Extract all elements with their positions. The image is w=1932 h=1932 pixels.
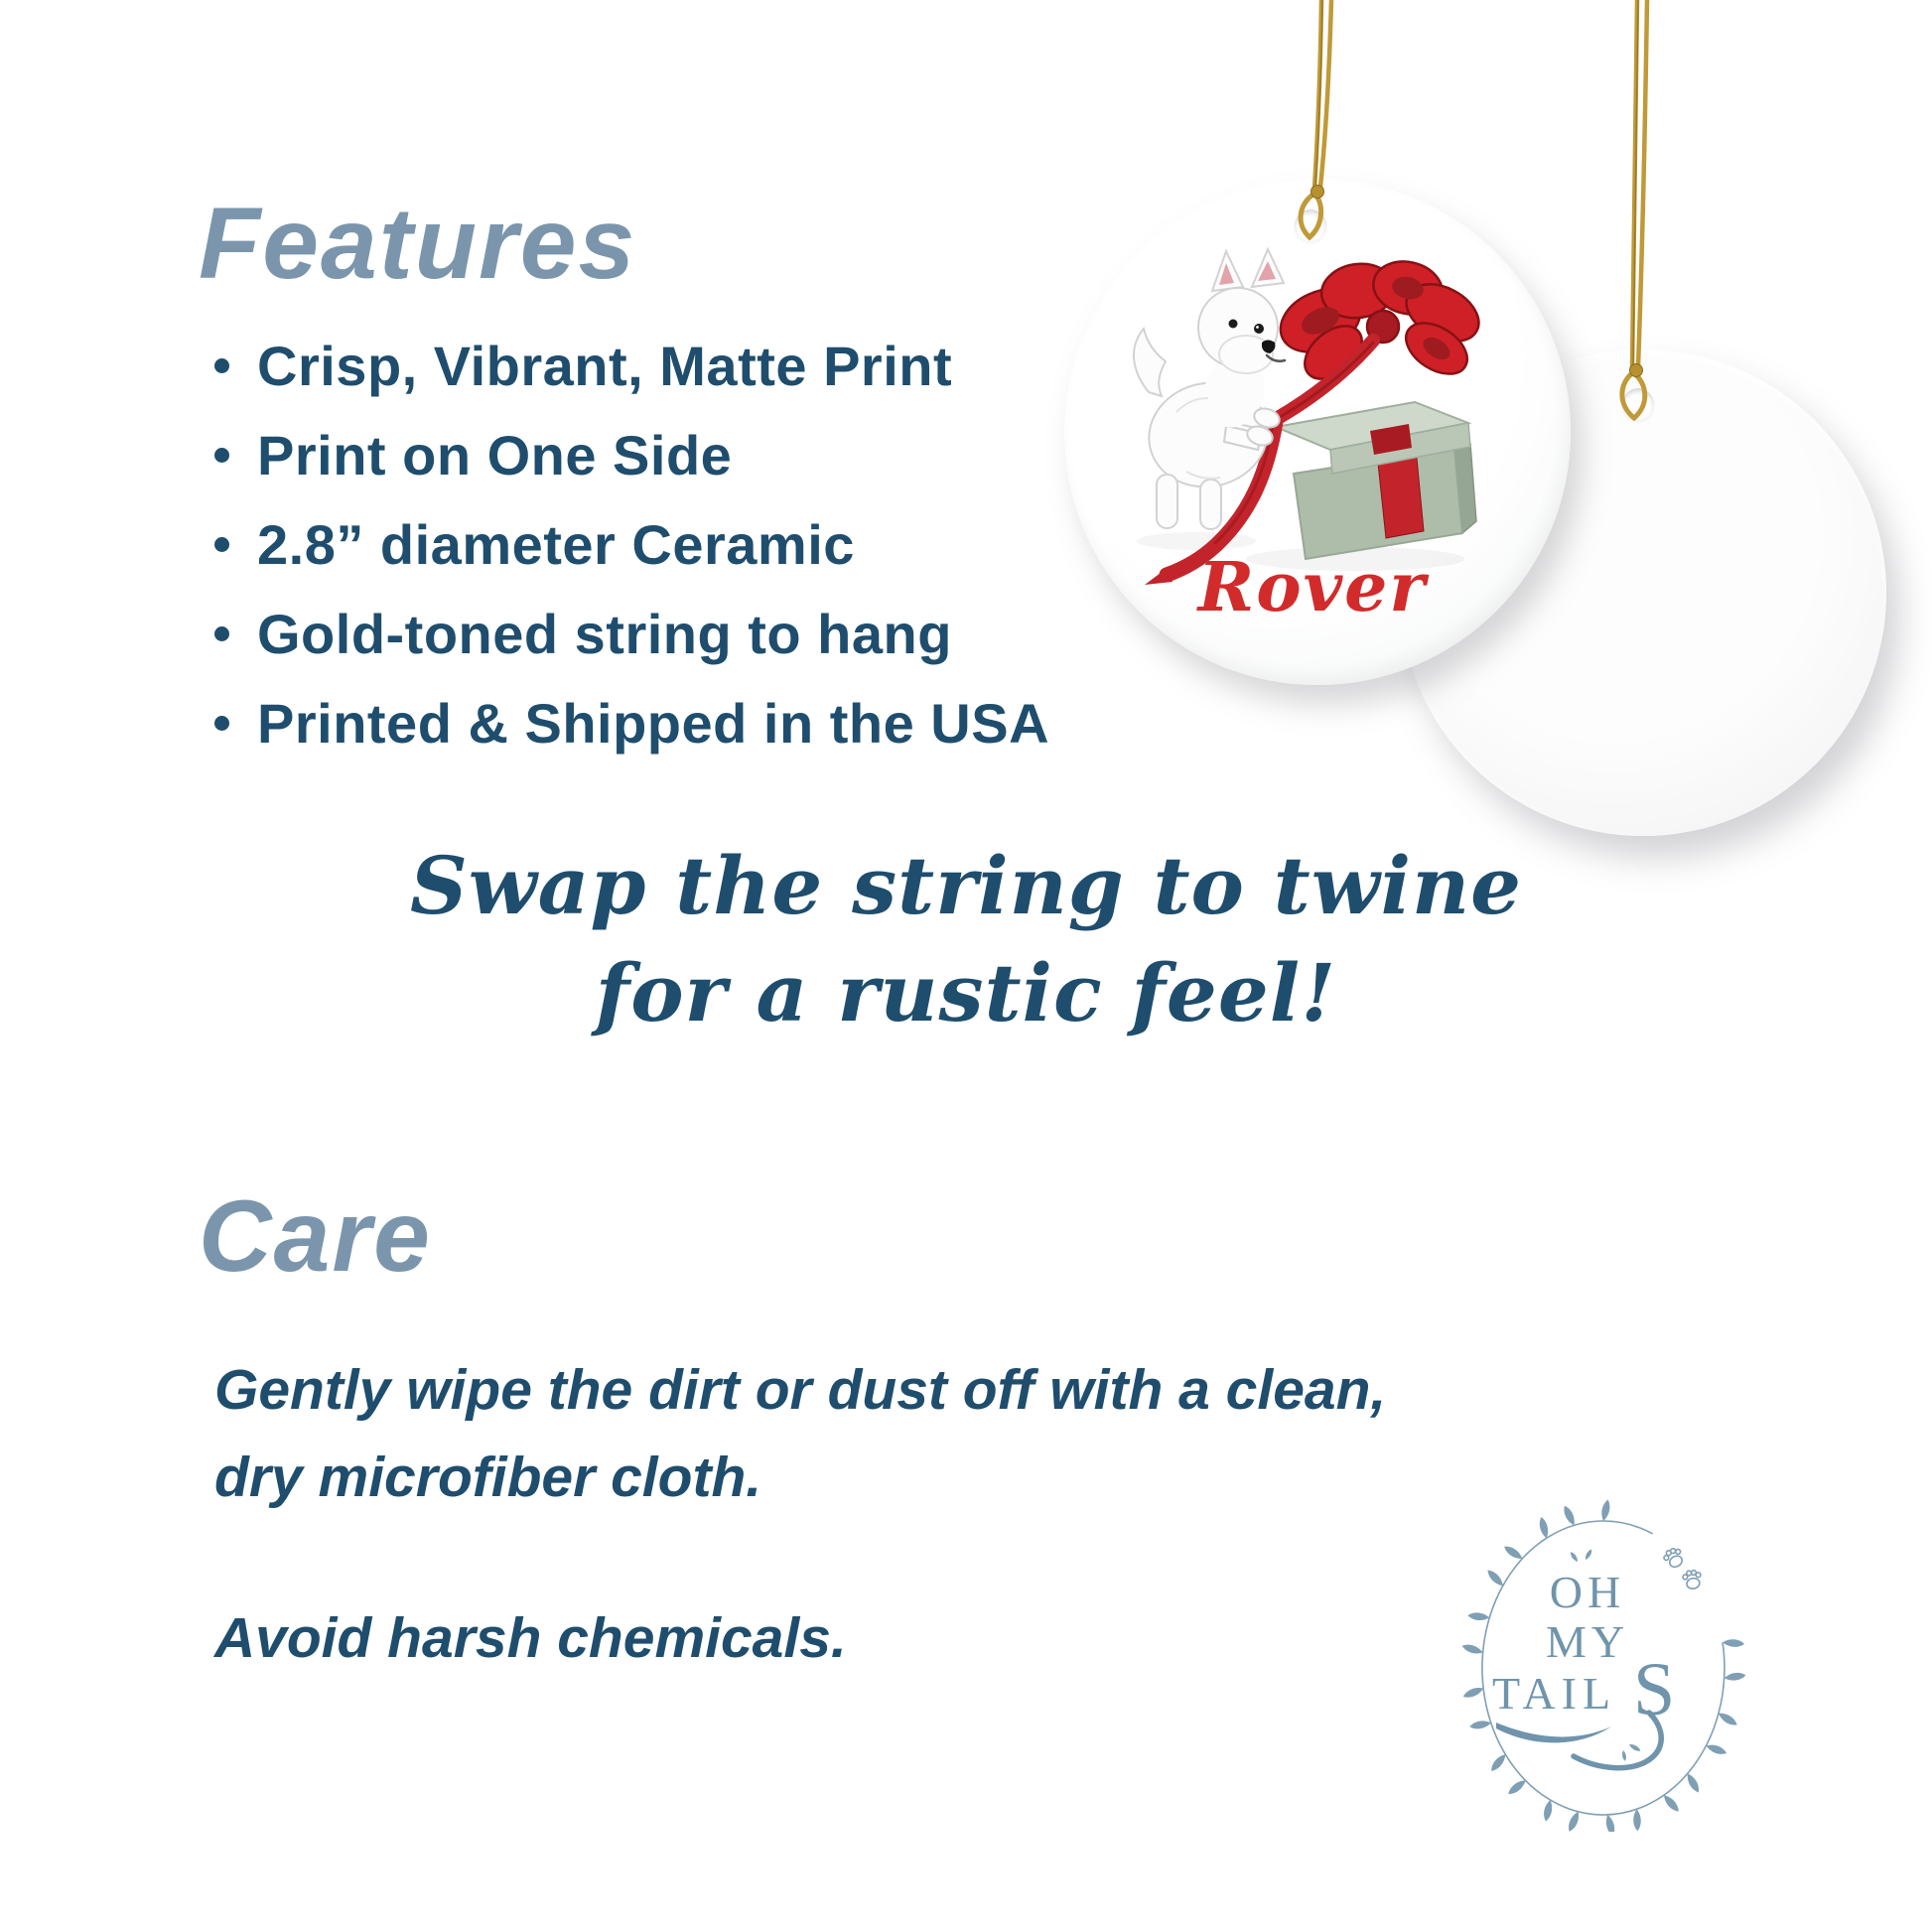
bullet-icon	[214, 537, 229, 552]
feature-item-label: Printed & Shipped in the USA	[257, 691, 1050, 755]
logo-word-oh: OH	[1549, 1567, 1626, 1617]
care-heading: Care	[199, 1179, 432, 1293]
list-item	[199, 321, 1049, 410]
twine-note-line1: Swap the string to twine	[409, 839, 1523, 932]
bullet-icon	[214, 358, 229, 373]
twine-note	[370, 832, 1562, 1046]
logo-word-my: MY	[1545, 1616, 1630, 1667]
features-list	[199, 321, 1049, 767]
bullet-icon	[214, 626, 229, 641]
logo-word-tail: TAIL	[1492, 1668, 1617, 1719]
red-bow	[1271, 255, 1488, 390]
care-instruction-2: Avoid harsh chemicals.	[214, 1606, 847, 1670]
care-instruction-1-line2: dry microfiber cloth.	[214, 1446, 762, 1509]
twine-note-line2: for a rustic feel!	[595, 946, 1337, 1039]
logo-letter-s: S	[1633, 1648, 1676, 1731]
paw-print-icon	[1662, 1546, 1704, 1590]
oh-my-tails-logo	[1454, 1484, 1762, 1832]
features-heading: Features	[199, 187, 637, 300]
list-item	[199, 410, 1049, 499]
feature-item-label: Gold-toned string to hang	[257, 602, 952, 665]
feature-item-label: Crisp, Vibrant, Matte Print	[257, 334, 953, 397]
gift-box	[1276, 402, 1476, 559]
sprig-icon	[1569, 1548, 1592, 1563]
westie-dog-gift-illustration	[1117, 243, 1494, 591]
list-item	[199, 678, 1049, 767]
bullet-icon	[214, 716, 229, 731]
list-item	[199, 499, 1049, 589]
list-item	[199, 589, 1049, 678]
care-instruction-1-line1: Gently wipe the dirt or dust off with a clean,	[214, 1358, 1387, 1422]
bullet-icon	[214, 448, 229, 463]
feature-item-label: Print on One Side	[257, 423, 733, 486]
care-instruction-1	[214, 1346, 1386, 1521]
personalized-pet-name: Rover	[1197, 548, 1428, 627]
feature-item-label: 2.8” diameter Ceramic	[257, 512, 855, 576]
